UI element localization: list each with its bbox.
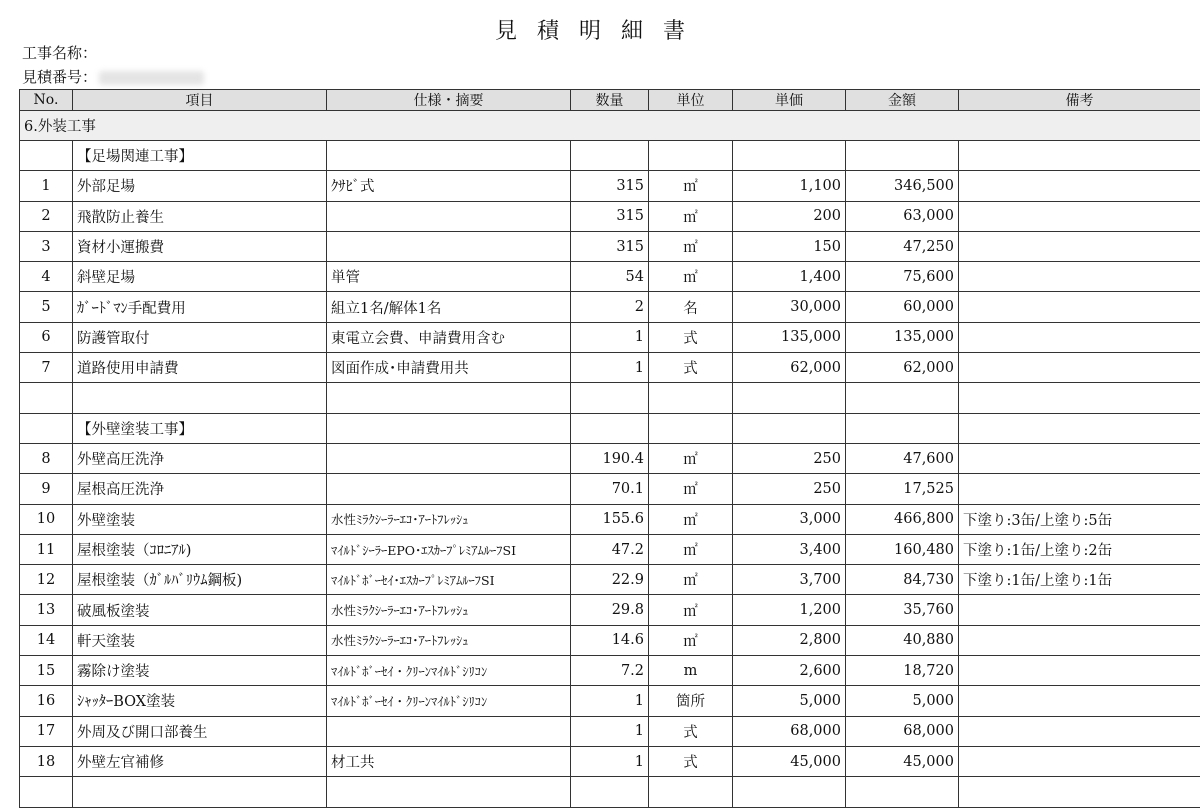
estimate-number-redacted <box>99 71 204 85</box>
cell-no: 8 <box>20 443 73 473</box>
cell-spec: ﾏｲﾙﾄﾞｼｰﾗｰEPO･ｴｽｶｰﾌﾟﾚﾐｱﾑﾙｰﾌSI <box>327 534 571 564</box>
cell-unit-price: 1,400 <box>733 262 846 292</box>
table-row <box>20 292 1200 322</box>
cell-amount: 35,760 <box>846 595 959 625</box>
table-row <box>20 777 1200 807</box>
cell-no <box>20 141 73 171</box>
section-row <box>20 111 1200 141</box>
cell-note <box>959 595 1200 625</box>
cell-spec <box>327 413 571 443</box>
header-unit-price: 単価 <box>733 90 846 111</box>
estimate-number-field <box>22 66 204 87</box>
cell-note <box>959 443 1200 473</box>
project-name-field <box>22 42 97 63</box>
cell-qty: 1 <box>571 353 649 383</box>
cell-qty: 7.2 <box>571 656 649 686</box>
cell-unit-price: 3,700 <box>733 565 846 595</box>
cell-item: ｼｬｯﾀｰBOX塗装 <box>73 686 327 716</box>
cell-note <box>959 474 1200 504</box>
cell-no: 2 <box>20 201 73 231</box>
cell-item: 霧除け塗装 <box>73 656 327 686</box>
cell-qty: 1 <box>571 686 649 716</box>
cell-unit-price <box>733 777 846 807</box>
cell-amount: 40,880 <box>846 625 959 655</box>
cell-qty <box>571 383 649 413</box>
cell-unit: 名 <box>649 292 733 322</box>
cell-qty: 54 <box>571 262 649 292</box>
table-row <box>20 443 1200 473</box>
cell-no: 10 <box>20 504 73 534</box>
cell-unit: ㎡ <box>649 201 733 231</box>
cell-unit-price: 45,000 <box>733 746 846 776</box>
cell-item: 飛散防止養生 <box>73 201 327 231</box>
cell-item: 外部足場 <box>73 171 327 201</box>
header-qty: 数量 <box>571 90 649 111</box>
cell-unit: 式 <box>649 353 733 383</box>
cell-amount: 160,480 <box>846 534 959 564</box>
cell-amount: 5,000 <box>846 686 959 716</box>
table-row <box>20 534 1200 564</box>
cell-amount: 60,000 <box>846 292 959 322</box>
cell-item: 屋根塗装（ｺﾛﾆｱﾙ) <box>73 534 327 564</box>
cell-note <box>959 686 1200 716</box>
cell-note <box>959 292 1200 322</box>
header-spec: 仕様・摘要 <box>327 90 571 111</box>
cell-amount <box>846 777 959 807</box>
cell-qty: 1 <box>571 716 649 746</box>
cell-spec: 単管 <box>327 262 571 292</box>
cell-item: 屋根高圧洗浄 <box>73 474 327 504</box>
cell-unit <box>649 413 733 443</box>
estimate-number-label: 見積番号： <box>22 68 97 86</box>
cell-unit-price: 2,800 <box>733 625 846 655</box>
cell-note: 下塗り:1缶/上塗り:1缶 <box>959 565 1200 595</box>
cell-unit: 式 <box>649 322 733 352</box>
cell-unit-price: 135,000 <box>733 322 846 352</box>
cell-amount: 68,000 <box>846 716 959 746</box>
cell-item: 外壁高圧洗浄 <box>73 443 327 473</box>
cell-unit: ㎡ <box>649 595 733 625</box>
table-row <box>20 413 1200 443</box>
table-row <box>20 595 1200 625</box>
table-header-row <box>20 90 1200 111</box>
cell-no: 14 <box>20 625 73 655</box>
cell-item: 外壁塗装 <box>73 504 327 534</box>
cell-spec: ﾏｲﾙﾄﾞﾎﾞｰｾｲ･ｴｽｶｰﾌﾟﾚﾐｱﾑﾙｰﾌSI <box>327 565 571 595</box>
cell-qty: 1 <box>571 746 649 776</box>
cell-qty: 14.6 <box>571 625 649 655</box>
cell-unit: ㎡ <box>649 262 733 292</box>
cell-item <box>73 777 327 807</box>
cell-spec <box>327 383 571 413</box>
cell-amount: 47,600 <box>846 443 959 473</box>
cell-qty: 29.8 <box>571 595 649 625</box>
cell-spec: 組立1名/解体1名 <box>327 292 571 322</box>
cell-no: 17 <box>20 716 73 746</box>
cell-item: 外壁左官補修 <box>73 746 327 776</box>
cell-spec <box>327 777 571 807</box>
cell-no: 11 <box>20 534 73 564</box>
cell-amount <box>846 383 959 413</box>
cell-unit-price: 5,000 <box>733 686 846 716</box>
cell-qty: 70.1 <box>571 474 649 504</box>
cell-qty <box>571 413 649 443</box>
cell-unit-price: 30,000 <box>733 292 846 322</box>
cell-unit-price: 200 <box>733 201 846 231</box>
table-row <box>20 353 1200 383</box>
cell-note <box>959 656 1200 686</box>
cell-unit-price: 1,200 <box>733 595 846 625</box>
cell-unit-price <box>733 141 846 171</box>
cell-amount: 62,000 <box>846 353 959 383</box>
cell-note <box>959 201 1200 231</box>
cell-unit <box>649 383 733 413</box>
cell-amount: 45,000 <box>846 746 959 776</box>
table-row <box>20 262 1200 292</box>
cell-spec <box>327 231 571 261</box>
cell-item: 斜壁足場 <box>73 262 327 292</box>
table-row <box>20 504 1200 534</box>
table-row <box>20 141 1200 171</box>
cell-note <box>959 716 1200 746</box>
cell-no: 6 <box>20 322 73 352</box>
cell-unit-price: 1,100 <box>733 171 846 201</box>
cell-note <box>959 413 1200 443</box>
cell-unit: ㎡ <box>649 443 733 473</box>
cell-unit-price: 150 <box>733 231 846 261</box>
cell-item: 防護管取付 <box>73 322 327 352</box>
cell-note <box>959 171 1200 201</box>
cell-qty: 2 <box>571 292 649 322</box>
cell-item: 屋根塗装（ｶﾞﾙﾊﾞﾘｳﾑ鋼板) <box>73 565 327 595</box>
table-row <box>20 625 1200 655</box>
cell-no: 9 <box>20 474 73 504</box>
cell-spec <box>327 201 571 231</box>
cell-amount: 18,720 <box>846 656 959 686</box>
cell-no <box>20 413 73 443</box>
cell-unit: ㎡ <box>649 504 733 534</box>
header-amount: 金額 <box>846 90 959 111</box>
cell-qty: 190.4 <box>571 443 649 473</box>
cell-no: 7 <box>20 353 73 383</box>
cell-qty: 315 <box>571 201 649 231</box>
cell-unit: 式 <box>649 716 733 746</box>
cell-spec: ｸｻﾋﾞ式 <box>327 171 571 201</box>
cell-spec: ﾏｲﾙﾄﾞﾎﾞｰｾｲ・ｸﾘｰﾝﾏｲﾙﾄﾞｼﾘｺﾝ <box>327 686 571 716</box>
cell-note <box>959 141 1200 171</box>
estimate-table <box>19 89 1200 808</box>
header-item: 項目 <box>73 90 327 111</box>
cell-unit-price: 250 <box>733 474 846 504</box>
cell-item: 【足場関連工事】 <box>73 141 327 171</box>
cell-amount <box>846 141 959 171</box>
cell-spec: 水性ﾐﾗｸｼｰﾗｰｴｺ･ｱｰﾄﾌﾚｯｼｭ <box>327 595 571 625</box>
cell-unit: ㎡ <box>649 565 733 595</box>
cell-no <box>20 777 73 807</box>
cell-unit: ㎡ <box>649 474 733 504</box>
cell-unit-price: 250 <box>733 443 846 473</box>
table-row <box>20 201 1200 231</box>
cell-item <box>73 383 327 413</box>
table-row <box>20 716 1200 746</box>
cell-note <box>959 322 1200 352</box>
cell-qty: 47.2 <box>571 534 649 564</box>
cell-note: 下塗り:1缶/上塗り:2缶 <box>959 534 1200 564</box>
cell-item: 【外壁塗装工事】 <box>73 413 327 443</box>
cell-item: 外周及び開口部養生 <box>73 716 327 746</box>
cell-note <box>959 262 1200 292</box>
cell-unit: 式 <box>649 746 733 776</box>
cell-spec <box>327 474 571 504</box>
cell-qty <box>571 141 649 171</box>
cell-amount: 466,800 <box>846 504 959 534</box>
cell-no: 5 <box>20 292 73 322</box>
cell-qty: 315 <box>571 231 649 261</box>
cell-item: 軒天塗装 <box>73 625 327 655</box>
cell-spec: 材工共 <box>327 746 571 776</box>
cell-note <box>959 777 1200 807</box>
cell-amount: 63,000 <box>846 201 959 231</box>
cell-note <box>959 625 1200 655</box>
cell-unit-price: 3,000 <box>733 504 846 534</box>
cell-unit: ㎡ <box>649 231 733 261</box>
cell-spec: 水性ﾐﾗｸｼｰﾗｰｴｺ･ｱｰﾄﾌﾚｯｼｭ <box>327 625 571 655</box>
cell-item: ｶﾞｰﾄﾞﾏﾝ手配費用 <box>73 292 327 322</box>
cell-unit-price: 2,600 <box>733 656 846 686</box>
cell-no: 3 <box>20 231 73 261</box>
table-row <box>20 565 1200 595</box>
cell-no: 16 <box>20 686 73 716</box>
table-row <box>20 656 1200 686</box>
cell-spec <box>327 443 571 473</box>
cell-amount <box>846 413 959 443</box>
cell-no: 15 <box>20 656 73 686</box>
cell-qty: 1 <box>571 322 649 352</box>
cell-qty: 22.9 <box>571 565 649 595</box>
cell-no: 12 <box>20 565 73 595</box>
cell-unit-price: 62,000 <box>733 353 846 383</box>
cell-note <box>959 383 1200 413</box>
cell-unit: m <box>649 656 733 686</box>
cell-unit: 箇所 <box>649 686 733 716</box>
header-unit: 単位 <box>649 90 733 111</box>
cell-no <box>20 383 73 413</box>
cell-note <box>959 231 1200 261</box>
cell-item: 道路使用申請費 <box>73 353 327 383</box>
cell-spec <box>327 141 571 171</box>
cell-amount: 135,000 <box>846 322 959 352</box>
cell-amount: 346,500 <box>846 171 959 201</box>
cell-item: 資材小運搬費 <box>73 231 327 261</box>
table-row <box>20 322 1200 352</box>
cell-amount: 84,730 <box>846 565 959 595</box>
cell-item: 破風板塗装 <box>73 595 327 625</box>
project-name-label: 工事名称： <box>22 44 97 62</box>
cell-no: 18 <box>20 746 73 776</box>
cell-unit-price: 68,000 <box>733 716 846 746</box>
section-title: 6.外装工事 <box>20 111 1200 141</box>
cell-no: 13 <box>20 595 73 625</box>
cell-unit-price <box>733 413 846 443</box>
table-row <box>20 746 1200 776</box>
cell-unit: ㎡ <box>649 625 733 655</box>
cell-no: 4 <box>20 262 73 292</box>
table-row <box>20 171 1200 201</box>
cell-no: 1 <box>20 171 73 201</box>
cell-spec: 図面作成･申請費用共 <box>327 353 571 383</box>
cell-unit <box>649 777 733 807</box>
table-row <box>20 383 1200 413</box>
document-title: 見積明細書 <box>0 14 1200 45</box>
table-row <box>20 686 1200 716</box>
cell-spec: 東電立会費、申請費用含む <box>327 322 571 352</box>
cell-unit: ㎡ <box>649 534 733 564</box>
cell-unit-price: 3,400 <box>733 534 846 564</box>
cell-amount: 17,525 <box>846 474 959 504</box>
cell-amount: 75,600 <box>846 262 959 292</box>
cell-spec: ﾏｲﾙﾄﾞﾎﾞｰｾｲ・ｸﾘｰﾝﾏｲﾙﾄﾞｼﾘｺﾝ <box>327 656 571 686</box>
table-row <box>20 231 1200 261</box>
cell-qty <box>571 777 649 807</box>
cell-spec <box>327 716 571 746</box>
table-row <box>20 474 1200 504</box>
cell-amount: 47,250 <box>846 231 959 261</box>
cell-unit <box>649 141 733 171</box>
cell-note <box>959 746 1200 776</box>
cell-spec: 水性ﾐﾗｸｼｰﾗｰｴｺ･ｱｰﾄﾌﾚｯｼｭ <box>327 504 571 534</box>
header-no: No. <box>20 90 73 111</box>
cell-unit-price <box>733 383 846 413</box>
cell-unit: ㎡ <box>649 171 733 201</box>
cell-note <box>959 353 1200 383</box>
cell-qty: 315 <box>571 171 649 201</box>
cell-note: 下塗り:3缶/上塗り:5缶 <box>959 504 1200 534</box>
cell-qty: 155.6 <box>571 504 649 534</box>
header-note: 備考 <box>959 90 1200 111</box>
